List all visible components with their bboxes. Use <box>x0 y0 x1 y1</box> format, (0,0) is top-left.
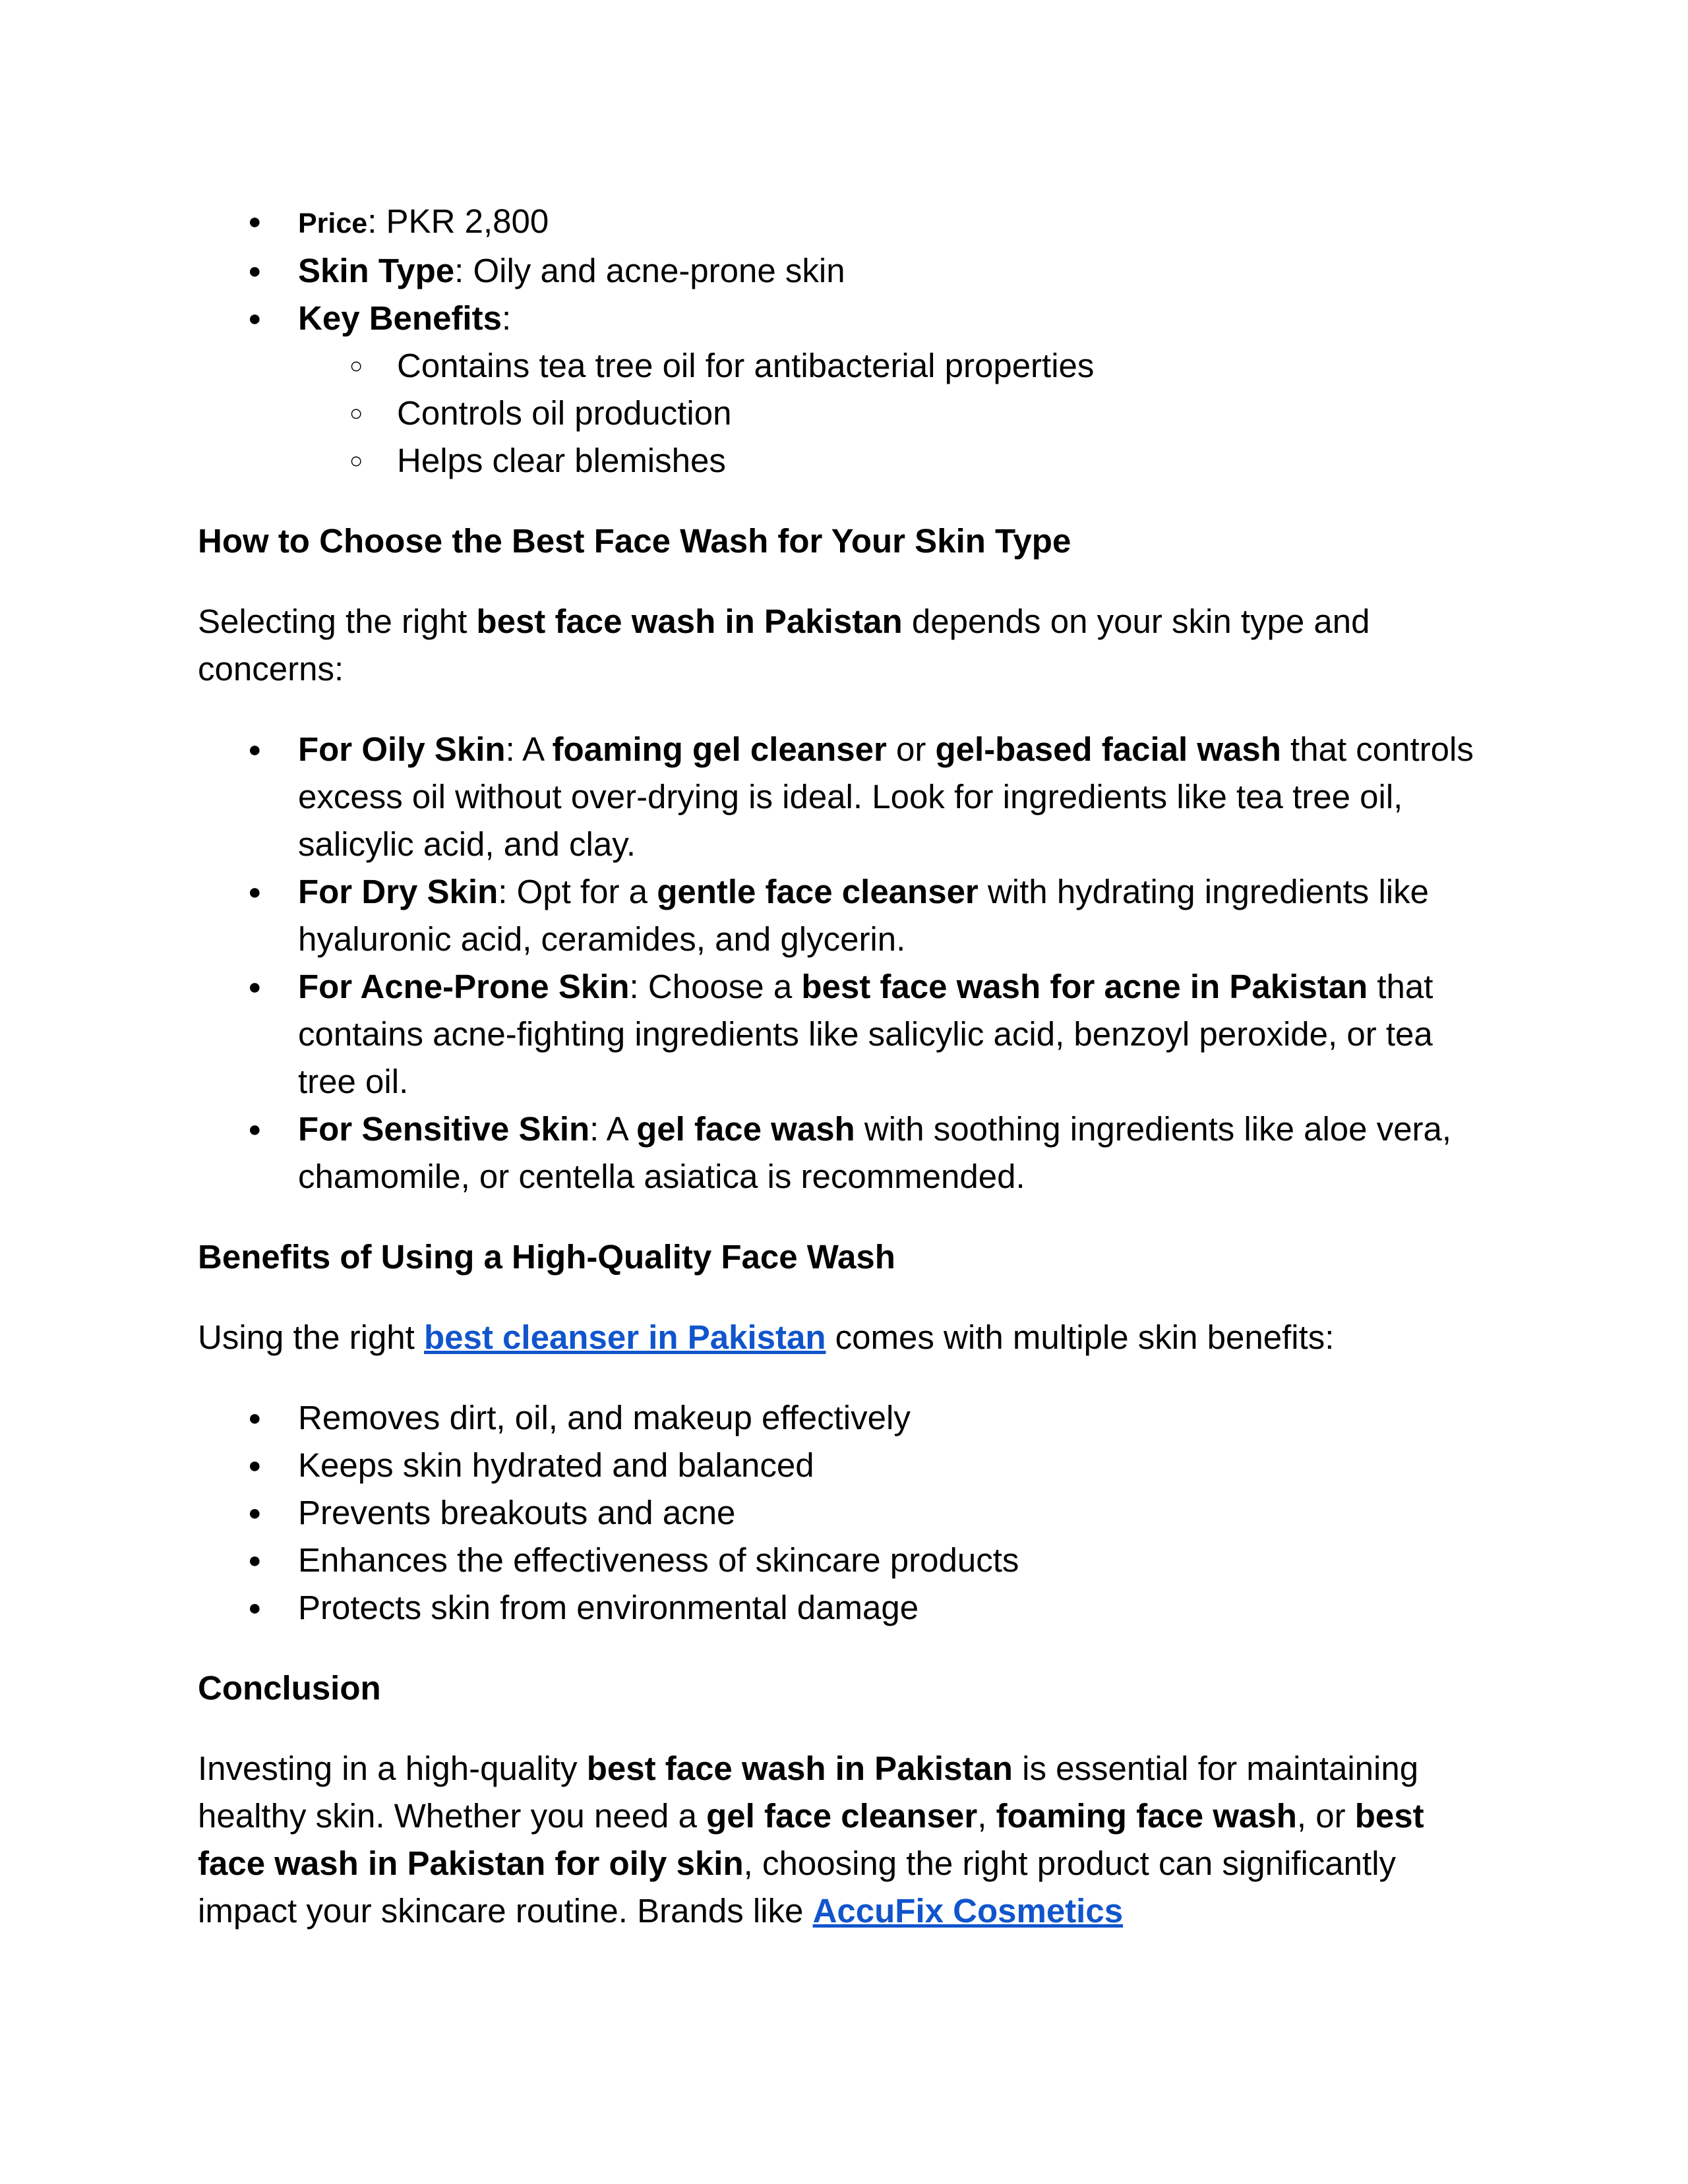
benefits-list <box>198 1394 1490 1632</box>
key-benefits-sublist <box>298 342 1490 485</box>
bold-text: best face wash in Pakistan <box>586 1750 1013 1787</box>
price-label: Price <box>298 208 368 239</box>
text: or <box>886 730 936 768</box>
choose-intro-paragraph <box>198 598 1490 693</box>
price-value: : PKR 2,800 <box>367 202 549 240</box>
text: , or <box>1296 1797 1355 1835</box>
bold-text: best face wash in Pakistan for oily skin <box>198 1797 1424 1882</box>
list-item-skin-type <box>298 247 1490 295</box>
text: , choosing the right product can significantly impact your skincare routine. Brands like <box>198 1845 1397 1930</box>
section-heading-conclusion: Conclusion <box>198 1669 381 1707</box>
text: Investing in a high-quality <box>198 1750 587 1787</box>
text: : A <box>505 730 553 768</box>
intro-text: Using the right <box>198 1318 425 1356</box>
document-page <box>198 198 1490 1968</box>
bold-text: For Oily Skin <box>298 730 506 768</box>
list-item: ● Keeps skin hydrated and balanced <box>298 1442 1490 1489</box>
text: with hydrating ingredients like hyaluronic acid, ceramides, and glycerin. <box>298 873 1429 958</box>
bold-text: gel face wash <box>636 1110 855 1148</box>
section-heading-how-to-choose: How to Choose the Best Face Wash for Your Skin Type <box>198 522 1071 560</box>
text: with soothing ingredients like aloe vera, chamomile, or centella asiatica is recommended. <box>298 1110 1452 1195</box>
text: that controls excess oil without over-drying is ideal. Look for ingredients like tea tree oil, salicylic acid, and clay. <box>298 730 1474 863</box>
skin-type-list <box>198 726 1490 1200</box>
bold-text: gentle face cleanser <box>657 873 979 910</box>
bold-text: foaming face wash <box>996 1797 1297 1835</box>
list-item <box>298 868 1490 963</box>
product-details-list <box>198 198 1490 485</box>
intro-text: comes with multiple skin benefits: <box>826 1318 1335 1356</box>
list-item-price <box>298 198 1490 247</box>
text: : Choose a <box>629 968 802 1005</box>
text: : A <box>589 1110 637 1148</box>
bold-text: gel-based facial wash <box>935 730 1281 768</box>
text: , <box>977 1797 996 1835</box>
bold-text: gel face cleanser <box>706 1797 978 1835</box>
list-item-key-benefits <box>298 295 1490 485</box>
conclusion-paragraph <box>198 1745 1490 1935</box>
text: : Opt for a <box>498 873 657 910</box>
bold-text: For Dry Skin <box>298 873 498 910</box>
sub-list-item: ○ Controls oil production <box>397 390 1490 437</box>
intro-bold-text: best face wash in Pakistan <box>476 603 903 640</box>
skin-type-value: : Oily and acne-prone skin <box>454 252 845 289</box>
text: is essential for maintaining healthy skin. Whether you need a <box>198 1750 1419 1835</box>
list-item: ● Removes dirt, oil, and makeup effectively <box>298 1394 1490 1442</box>
intro-text: Selecting the right <box>198 603 477 640</box>
bold-text: foaming gel cleanser <box>552 730 887 768</box>
list-item: ● Prevents breakouts and acne <box>298 1489 1490 1537</box>
intro-text: depends on your skin type and concerns: <box>198 603 1370 688</box>
text: that contains acne-fighting ingredients like salicylic acid, benzoyl peroxide, or tea tree oil. <box>298 968 1433 1100</box>
section-heading-benefits: Benefits of Using a High-Quality Face Wash <box>198 1238 895 1276</box>
skin-type-label: Skin Type <box>298 252 455 289</box>
benefits-intro-paragraph <box>198 1314 1490 1361</box>
list-item: ● Protects skin from environmental damage <box>298 1584 1490 1632</box>
sub-list-item: ○ Contains tea tree oil for antibacterial properties <box>397 342 1490 390</box>
list-item <box>298 1106 1490 1200</box>
key-benefits-suffix: : <box>501 299 512 337</box>
list-item <box>298 963 1490 1106</box>
accufix-cosmetics-link[interactable]: AccuFix Cosmetics <box>812 1892 1124 1930</box>
bold-text: best face wash for acne in Pakistan <box>801 968 1368 1005</box>
bold-text: For Acne-Prone Skin <box>298 968 630 1005</box>
best-cleanser-link[interactable]: best cleanser in Pakistan <box>424 1318 826 1356</box>
list-item <box>298 726 1490 868</box>
sub-list-item: ○ Helps clear blemishes <box>397 437 1490 485</box>
bold-text: For Sensitive Skin <box>298 1110 590 1148</box>
list-item: ● Enhances the effectiveness of skincare products <box>298 1537 1490 1584</box>
key-benefits-label: Key Benefits <box>298 299 502 337</box>
